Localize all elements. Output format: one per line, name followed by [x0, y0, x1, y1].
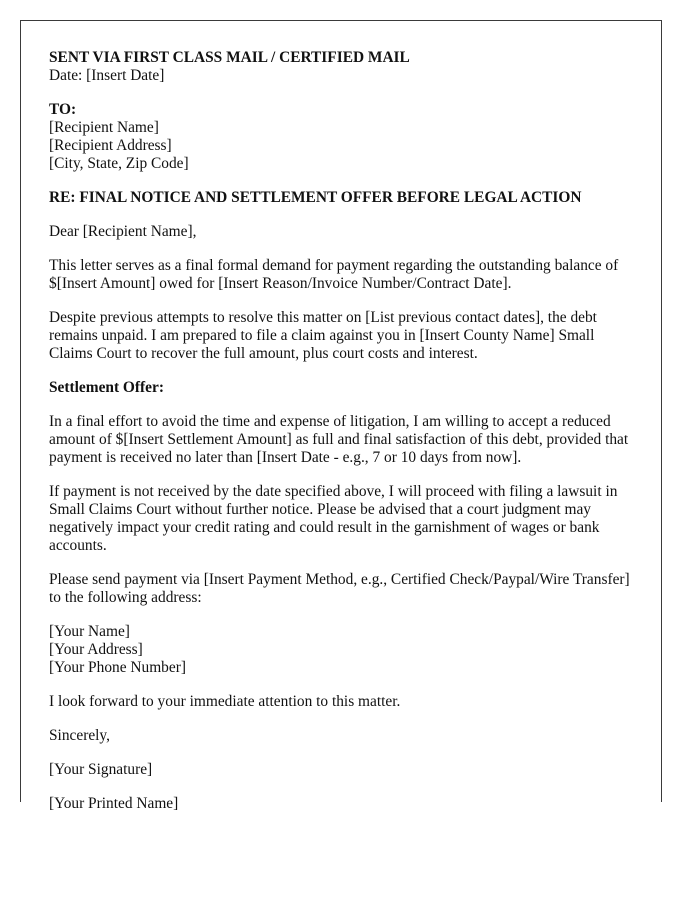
- signature-placeholder: [Your Signature]: [49, 761, 153, 778]
- recipient-address: [Recipient Address]: [49, 137, 172, 154]
- printed-name: [Your Printed Name]: [49, 795, 179, 812]
- body-paragraph-unpaid: Despite previous attempts to resolve this matter on [List previous contact dates], the debt remains unpaid. I am prepared to file a claim against you in [Insert County Name] Small Claims Court to recover the full amount, plus court costs and interest.: [49, 309, 597, 362]
- body-paragraph-lawsuit: If payment is not received by the date specified above, I will proceed with filing a lawsuit in Small Claims Court without further notice. Please be advised that a court judgment may negatively impact your credit rating and could result in the garnishment of wages or bank accounts.: [49, 483, 618, 554]
- sender-block: [49, 623, 639, 677]
- letter-page: [20, 20, 662, 812]
- mail-method-line: SENT VIA FIRST CLASS MAIL / CERTIFIED MAIL: [49, 49, 410, 66]
- header-block: [49, 49, 639, 85]
- closing-line: I look forward to your immediate attention to this matter.: [49, 693, 401, 710]
- recipient-label: TO:: [49, 101, 77, 118]
- sign-off: Sincerely,: [49, 727, 110, 744]
- sender-phone: [Your Phone Number]: [49, 659, 186, 676]
- recipient-name: [Recipient Name]: [49, 119, 159, 136]
- body-paragraph-payment: Please send payment via [Insert Payment Method, e.g., Certified Check/Paypal/Wire Transfer] to the following address:: [49, 571, 630, 606]
- printed-name-clipped: [49, 795, 639, 812]
- subject-line: RE: FINAL NOTICE AND SETTLEMENT OFFER BEFORE LEGAL ACTION: [49, 189, 582, 206]
- body-paragraph-demand: This letter serves as a final formal demand for payment regarding the outstanding balance of $[Insert Amount] owed for [Insert Reason/Invoice Number/Contract Date].: [49, 257, 619, 292]
- letter-content: [49, 49, 639, 812]
- recipient-city-state-zip: [City, State, Zip Code]: [49, 155, 189, 172]
- settlement-heading: Settlement Offer:: [49, 379, 164, 396]
- salutation: Dear [Recipient Name],: [49, 223, 197, 240]
- sender-name: [Your Name]: [49, 623, 130, 640]
- recipient-block: [49, 101, 639, 173]
- date-line: Date: [Insert Date]: [49, 67, 165, 84]
- body-paragraph-settlement: In a final effort to avoid the time and expense of litigation, I am willing to accept a reduced amount of $[Insert Settlement Amount] as full and final satisfaction of this debt, provided that payment is received no later than [Insert Date - e.g., 7 or 10 days from now].: [49, 413, 629, 466]
- sender-address: [Your Address]: [49, 641, 143, 658]
